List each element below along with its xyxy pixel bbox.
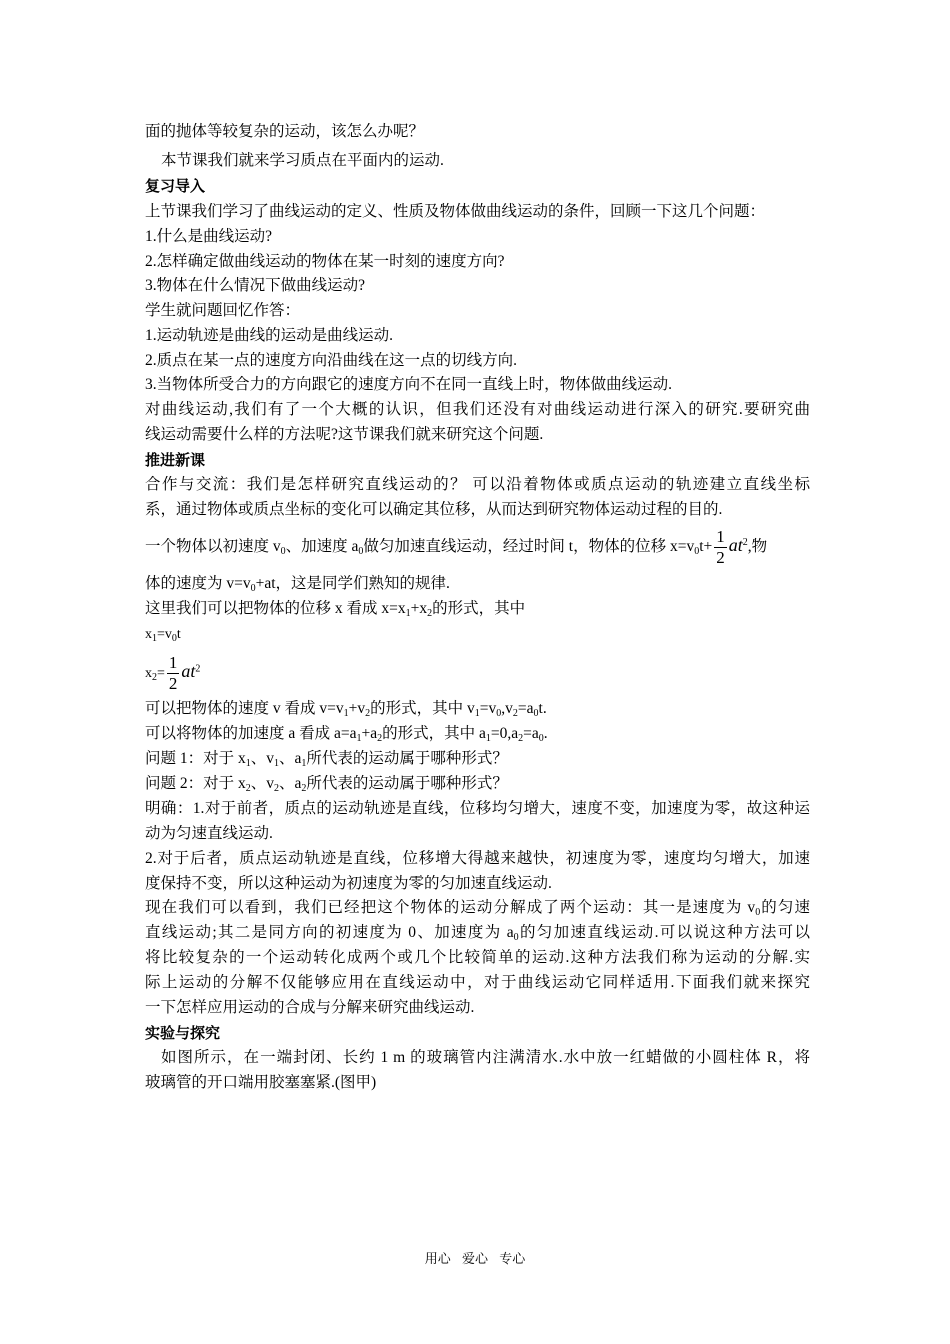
paragraph-line: 2.对于后者，质点运动轨迹是直线，位移增大得越来越快，初速度为零，速度均匀增大，加速 — [145, 850, 810, 867]
paragraph-line: 玻璃管的开口端用胶塞塞紧.(图甲) — [145, 1074, 377, 1091]
paragraph-line: 线运动需要什么样的方法呢?这节课我们就来研究这个问题. — [145, 426, 544, 443]
section-heading-experiment: 实验与探究 — [145, 1024, 221, 1042]
paragraph-line: 如图所示，在一端封闭、长约 1 m 的玻璃管内注满清水.水中放一红蜡做的小圆柱体 R，将 — [161, 1049, 810, 1066]
section-heading-review: 复习导入 — [145, 177, 206, 195]
page-footer — [0, 1248, 950, 1267]
section-heading-new: 推进新课 — [145, 451, 206, 469]
answer-2: 2.质点在某一点的速度方向沿曲线在这一点的切线方向. — [145, 352, 518, 369]
paragraph-line: 体的速度为 $v=v_0+at$，这是同学们熟知的规律. — [145, 575, 450, 594]
formula-x1: $x_1=v_0t$ — [145, 627, 181, 644]
paragraph-line: 合作与交流：我们是怎样研究直线运动的？ 可以沿着物体或质点运动的轨迹建立直线坐标 — [145, 476, 810, 493]
problem-2: 问题 2：对于 $x_2$、$v_2$、$a_2$所代表的运动属于哪种形式？ — [145, 775, 508, 794]
footer-word: 用心 — [424, 1251, 451, 1266]
paragraph-line: 一下怎样应用运动的合成与分解来研究曲线运动. — [145, 999, 475, 1016]
formula-x2: $x_2=$ $\frac{1}{2}$ $at^2$ — [145, 653, 201, 694]
paragraph-line: 度保持不变，所以这种运动为初速度为零的匀加速直线运动. — [145, 875, 552, 892]
question-1: 1.什么是曲线运动? — [145, 228, 273, 245]
paragraph-line: 对曲线运动,我们有了一个大概的认识，但我们还没有对曲线运动进行深入的研究.要研究曲 — [145, 401, 810, 418]
paragraph-line: 动为匀速直线运动. — [145, 825, 273, 842]
paragraph-line: 将比较复杂的一个运动转化成两个或几个比较简单的运动.这种方法我们称为运动的分解.实 — [145, 949, 810, 966]
paragraph-line: 系，通过物体或质点坐标的变化可以确定其位移，从而达到研究物体运动过程的目的. — [145, 501, 723, 518]
question-3: 3.物体在什么情况下做曲线运动? — [145, 277, 366, 294]
fraction-one-half: $\frac{1}{2}$ — [716, 526, 725, 567]
paragraph-line: 本节课我们就来学习质点在平面内的运动. — [161, 152, 444, 169]
paragraph-line: 明确：1.对于前者，质点的运动轨迹是直线，位移均匀增大，速度不变，加速度为零，故这种运 — [145, 800, 810, 817]
answer-1: 1.运动轨迹是曲线的运动是曲线运动. — [145, 327, 394, 344]
footer-word: 专心 — [499, 1251, 526, 1266]
paragraph-line: 这里我们可以把物体的位移 x 看成 $x=x_1+x_2$的形式，其中 — [145, 600, 526, 619]
paragraph-line: 现在我们可以看到，我们已经把这个物体的运动分解成了两个运动：其一是速度为 $v_0$的匀速 — [145, 899, 810, 918]
paragraph-line: 上节课我们学习了曲线运动的定义、性质及物体做曲线运动的条件，回顾一下这几个问题： — [145, 203, 766, 220]
answer-3: 3.当物体所受合力的方向跟它的速度方向不在同一直线上时，物体做曲线运动. — [145, 376, 673, 393]
fraction-one-half: $\frac{1}{2}$ — [168, 653, 178, 694]
question-2: 2.怎样确定做曲线运动的物体在某一时刻的速度方向? — [145, 253, 505, 270]
paragraph-line: 学生就问题回忆作答： — [145, 302, 301, 319]
formula-line-displacement: 一个物体以初速度 $v_0$、加速度 $a_0$做匀加速直线运动，经过时间 t，物体的位移 $x=v_0t+$ $\frac{1}{2}$ $at^2$,物 — [145, 526, 768, 567]
footer-word: 爱心 — [461, 1251, 488, 1266]
paragraph-line: 可以把物体的速度 v 看成 $v=v_1+v_2$的形式，其中 $v_1=v_0,v_2=a_0t$. — [145, 700, 547, 719]
paragraph-line: 际上运动的分解不仅能够应用在直线运动中，对于曲线运动它同样适用.下面我们就来探究 — [145, 974, 810, 991]
problem-1: 问题 1：对于 $x_1$、$v_1$、$a_1$所代表的运动属于哪种形式？ — [145, 750, 508, 769]
paragraph-line: 面的抛体等较复杂的运动，该怎么办呢？ — [145, 123, 425, 140]
paragraph-line: 直线运动;其二是同方向的初速度为 0、加速度为 $a_0$的匀加速直线运动.可以说这种方法可以 — [145, 924, 810, 943]
paragraph-line: 可以将物体的加速度 a 看成 $a=a_1+a_2$的形式，其中 $a_1=0,a_2=a_0$. — [145, 725, 548, 744]
